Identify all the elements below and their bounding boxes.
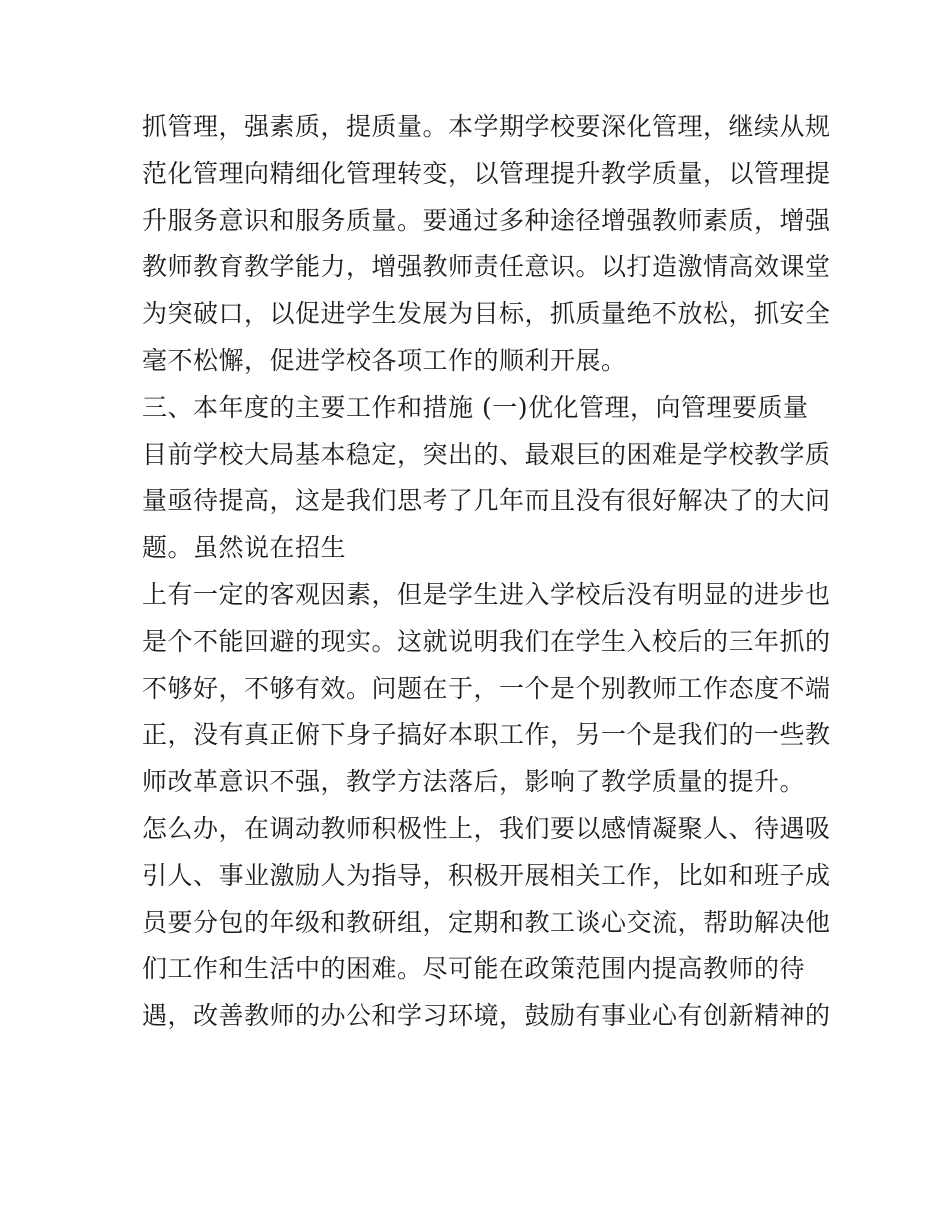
text-line: 是个不能回避的现实。这就说明我们在学生入校后的三年抓的	[142, 626, 831, 656]
text-line: 为突破口，以促进学生发展为目标，抓质量绝不放松，抓安全	[142, 299, 831, 329]
text-line: 题。虽然说在招生	[142, 533, 347, 563]
text-line: 目前学校大局基本稳定，突出的、最艰巨的困难是学校教学质	[142, 439, 831, 469]
text-line: 引人、事业激励人为指导，积极开展相关工作，比如和班子成	[142, 860, 831, 890]
text-line: 正，没有真正俯下身子搞好本职工作，另一个是我们的一些教	[142, 720, 831, 750]
text-line: 抓管理，强素质，提质量。本学期学校要深化管理，继续从规	[142, 112, 831, 141]
text-line: 上有一定的客观因素，但是学生进入学校后没有明显的进步也	[142, 579, 831, 609]
section-heading: 三、本年度的主要工作和措施 (一)优化管理，向管理要质量	[142, 392, 809, 422]
text-line: 遇，改善教师的办公和学习环境，鼓励有事业心有创新精神的	[142, 1001, 831, 1031]
text-line: 毫不松懈，促进学校各项工作的顺利开展。	[142, 345, 627, 375]
text-line: 怎么办，在调动教师积极性上，我们要以感情凝聚人、待遇吸	[142, 813, 831, 843]
text-line: 量亟待提高，这是我们思考了几年而且没有很好解决了的大问	[142, 486, 831, 516]
text-line: 师改革意识不强，教学方法落后，影响了教学质量的提升。	[142, 767, 806, 797]
text-line: 们工作和生活中的困难。尽可能在政策范围内提高教师的待	[142, 954, 806, 984]
document-body	[142, 104, 831, 1040]
text-line: 不够好，不够有效。问题在于，一个是个别教师工作态度不端	[142, 673, 831, 703]
text-line: 升服务意识和服务质量。要通过多种途径增强教师素质，增强	[142, 205, 831, 235]
text-line: 教师教育教学能力，增强教师责任意识。以打造激情高效课堂	[142, 252, 831, 282]
text-line: 范化管理向精细化管理转变，以管理提升教学质量，以管理提	[142, 158, 831, 188]
text-line: 员要分包的年级和教研组，定期和教工谈心交流，帮助解决他	[142, 907, 831, 937]
